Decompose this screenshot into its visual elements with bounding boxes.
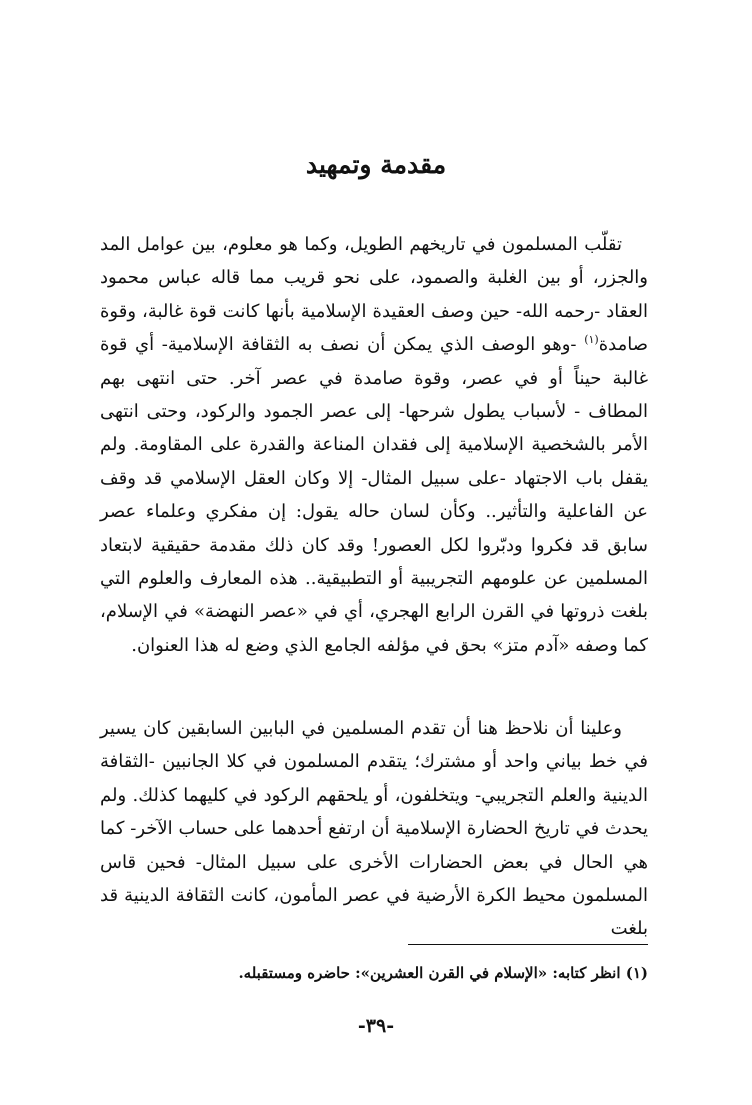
page-number: -٣٩-: [357, 1015, 395, 1037]
page-title: مقدمة وتمهيد: [305, 150, 447, 179]
footnote-separator: [408, 944, 648, 945]
paragraph-1: [100, 228, 648, 662]
footnote: (١) انظر كتابه: «الإسلام في القرن العشرين»: حاضره ومستقبله.: [238, 964, 648, 982]
paragraph-1-text-before-ref: تقلّب المسلمون في تاريخهم الطويل، وكما هو معلوم، بين عوامل المد والجزر، أو بين الغلبة والصمود، على نحو قريب مما قاله عباس محمود العقاد -رحمه الله- حين وصف العقيدة الإسلامية بأنها كانت قوة غالبة، وقوة صامدة: [100, 234, 648, 356]
footnote-reference-1: (١): [584, 333, 599, 347]
paragraph-2: وعلينا أن نلاحظ هنا أن تقدم المسلمين في البابين السابقين كان يسير في خط بياني واحد أو مشترك؛ يتقدم المسلمون في كلا الجانبين -الثقافة الدينية والعلم التجريبي- ويتخلفون، أو يلحقهم الركود في كليهما كذلك. ولم يحدث في تاريخ الحضارة الإسلامية أن ارتفع أحدهما على حساب الآخر- كما هي الحال في بعض الحضارات الأخرى على سبيل المثال- فحين قاس المسلمون محيط الكرة الأرضية في عصر المأمون، كانت الثقافة الدينية قد بلغت: [100, 718, 648, 940]
paragraph-1-text-after-ref: -وهو الوصف الذي يمكن أن نصف به الثقافة الإسلامية- أي قوة غالبة حيناً أو في عصر، وقوة صامدة في عصر آخر. حتى انتهى بهم المطاف - لأسباب يطول شرحها- إلى عصر الجمود والركود، وحتى انتهى الأمر بالشخصية الإسلامية إلى فقدان المناعة والقدرة على المقاومة. ولم يقفل باب الاجتهاد -على سبيل المثال- إلا وكان العقل الإسلامي قد وقف عن الفاعلية والتأثير.. وكأن لسان حاله يقول: إن مفكري وعلماء عصر سابق قد فكروا ودبّروا لكل العصور! وقد كان ذلك مقدمة حقيقية لابتعاد المسلمين عن علومهم التجريبية أو التطبيقية.. هذه المعارف والعلوم التي بلغت ذروتها في القرن الرابع الهجري، أي في «عصر النهضة» في الإسلام، كما وصفه «آدم متز» بحق في مؤلفه الجامع الذي وضع له هذا العنوان.: [100, 334, 648, 656]
